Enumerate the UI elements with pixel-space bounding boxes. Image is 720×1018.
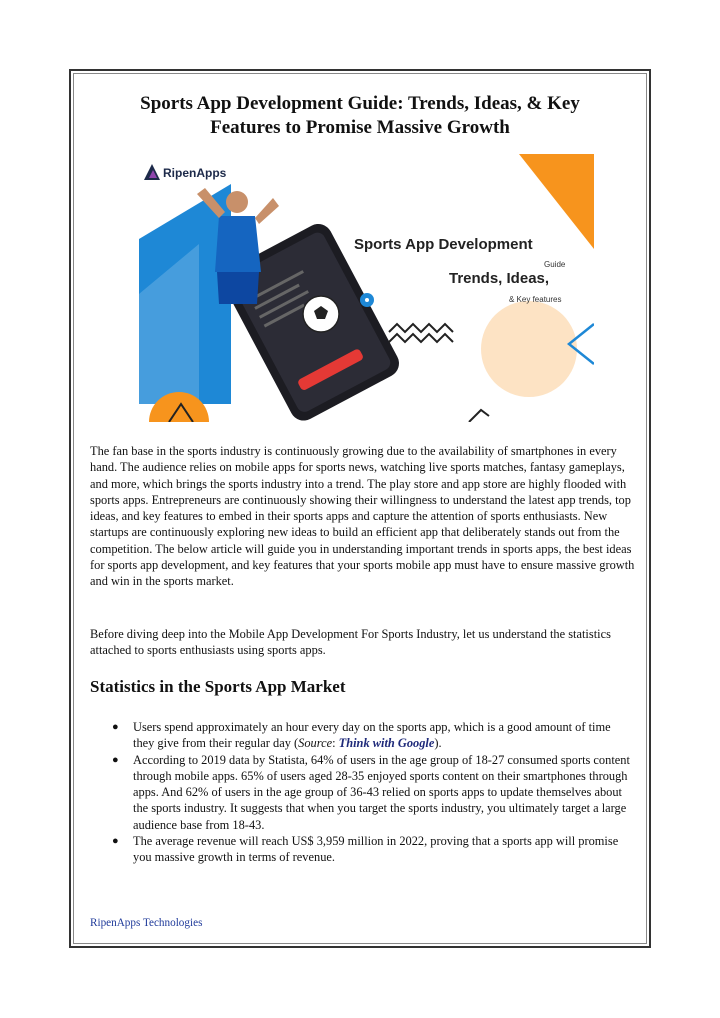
transition-paragraph: Before diving deep into the Mobile App Development For Sports Industry, let us understand the statistics attached to sports enthusiasts using sports apps.	[90, 627, 611, 658]
stats-list-item	[90, 752, 635, 833]
stats-list-item	[90, 833, 635, 866]
stat-1-end: ).	[434, 736, 442, 751]
document-title	[91, 92, 629, 140]
peach-circle	[481, 301, 577, 397]
brand-name: RipenApps	[163, 166, 227, 180]
think-with-google-link[interactable]: Think with Google	[338, 736, 435, 751]
stat-2-text: According to 2019 data by Statista, 64% of users in the age group of 18-27 consumed sports content through mobile apps. 65% of users aged 28-35 enjoyed sports content on their smartphones through apps. And 62% of users in the age group of 36-43 relied on sports apps to update themselves about the sports industry. It suggests that when you target the sports industry, you ultimately target a large audience base from 18-43.	[133, 752, 630, 832]
stats-list-item	[90, 719, 635, 752]
football-ball	[303, 296, 339, 332]
black-corner-mark	[469, 410, 489, 422]
zigzag-line-1	[389, 324, 453, 332]
title-line-2: Features to Promise Massive Growth	[210, 117, 510, 138]
stat-3-text: The average revenue will reach US$ 3,959 million in 2022, proving that a sports app will promise you massive growth in terms of revenue.	[133, 834, 619, 865]
bullet-icon: ●	[112, 721, 119, 733]
intro-paragraph: The fan base in the sports industry is continuously growing due to the availability of smartphones in every hand. The audience relies on mobile apps for sports news, watching live sports matches, fantasy gameplays, and more, which brings the sports industry into a trend. The play store and app store are highly flooded with sports apps. Entrepreneurs are continuously showing their willingness to understand the latest app trends, top ideas, and key features to embed in their sports apps and capture the attention of sports enthusiasts. New startups are continuously exploring new ideas to build an efficient app that deliberately stands out from the competition. The below article will guide you in understanding important trends in sports apps, the best ideas for sports app development, and key features that your sports mobile app must have to ensure massive growth and win in the sports market.	[90, 444, 635, 589]
stats-heading: Statistics in the Sports App Market	[90, 677, 346, 696]
stat-1-text: Users spend approximately an hour every day on the sports app, which is a good amount of time they give from their regular day (	[133, 720, 611, 751]
source-colon: :	[332, 736, 339, 751]
page-frame	[69, 69, 651, 948]
hero-sub-2: & Key features	[509, 295, 562, 304]
orange-corner-shape	[519, 154, 594, 249]
zigzag-line-2	[389, 334, 453, 342]
source-label: Source	[298, 736, 333, 751]
hero-sub-1: Guide	[544, 260, 566, 269]
hero-graphic	[139, 154, 594, 422]
hero-heading-1: Sports App Development	[354, 236, 533, 253]
title-line-1: Sports App Development Guide: Trends, Ideas, & Key	[140, 93, 580, 114]
stats-list	[90, 719, 635, 866]
bullet-icon: ●	[112, 835, 119, 848]
footer-company: RipenApps Technologies	[90, 917, 203, 929]
hero-banner	[139, 154, 594, 422]
hero-heading-2: Trends, Ideas,	[449, 270, 550, 287]
brand-row	[163, 166, 226, 180]
bullet-icon: ●	[112, 753, 119, 766]
